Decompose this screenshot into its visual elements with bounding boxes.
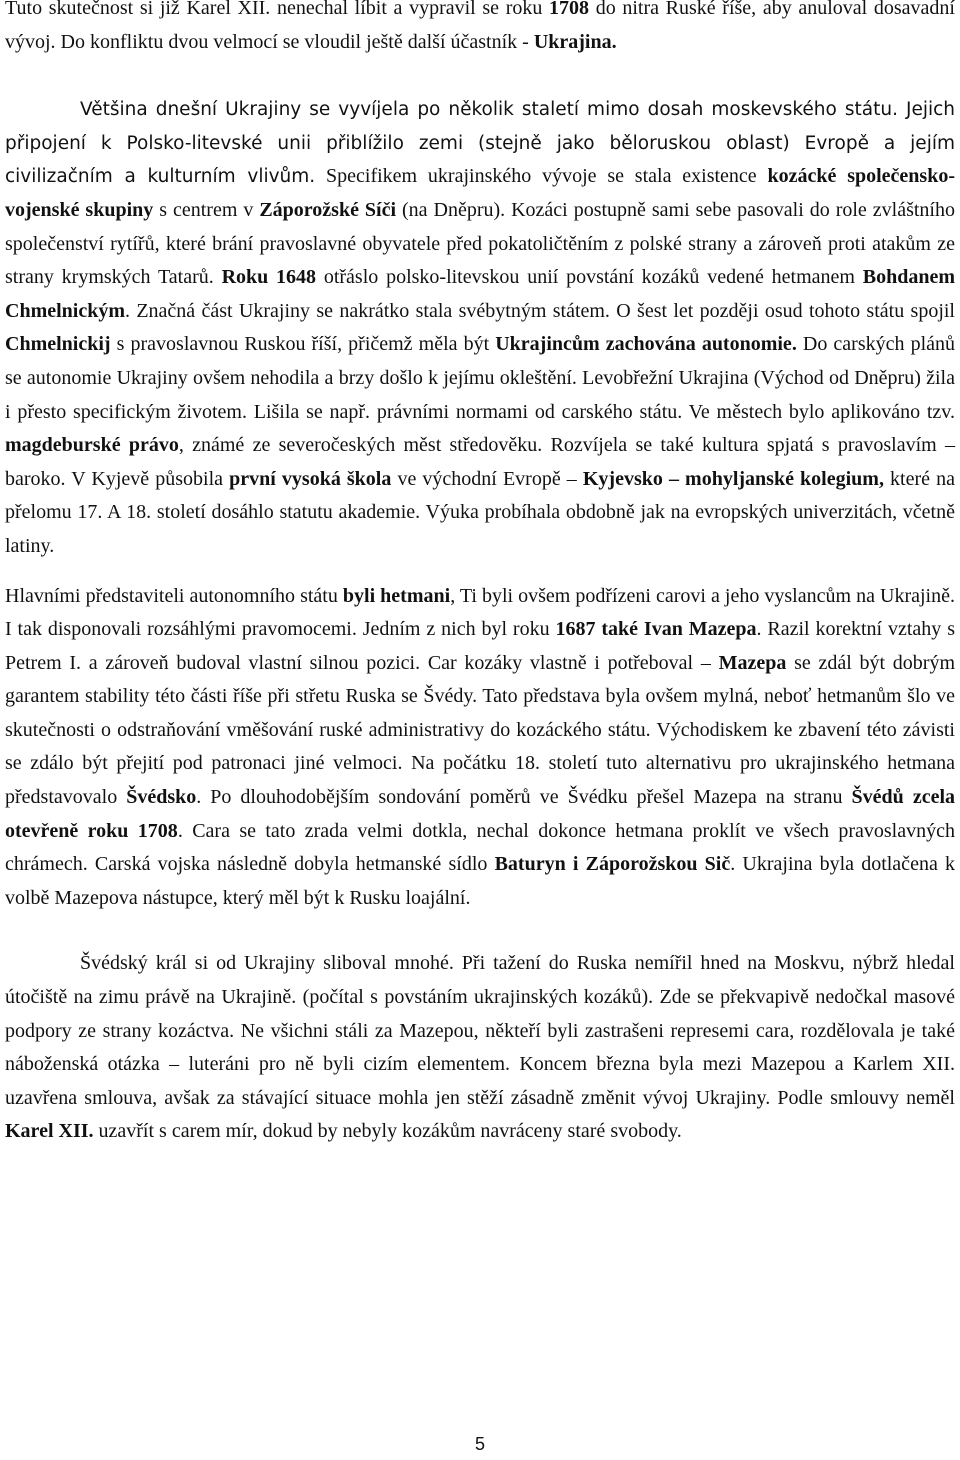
paragraph-intro [5,0,955,59]
bold-text-run: Baturyn i Záporožskou Sič [494,853,731,876]
text-run: . Po dlouhodobějším sondování poměrů ve Švédku přešel Mazepa na stranu [196,786,852,809]
paragraph-swedish-king [5,947,955,1149]
text-run: , známé ze severočeských měst středověku. Rozvíjela se také kultura spjatá s pravoslavím – baroko. V Kyjevě působila [5,434,955,490]
page-number: 5 [474,1434,485,1454]
text-run: otřáslo polsko-litevskou unií povstání kozáků vedené hetmanem [316,266,863,289]
text-run: Tuto skutečnost si již Karel XII. nenechal líbit a vypravil se roku [5,0,550,19]
text-run: Švédský král si od Ukrajiny sliboval mnohé. Při tažení do Ruska nemířil hned na Moskvu, nýbrž hledal útočiště na zimu právě na Ukrajině. (počítal s povstáním ukrajinských kozáků). Zde se překvapivě nedočkal masové podpory ze strany kozáctva. Ne všichni stáli za Mazepou, někteří byli zastrašeni represemi cara, rozdělovala je také náboženská otázka – luteráni pro ně byli cizím elementem. Koncem března byla mezi Mazepou a Karlem XII. uzavřena smlouva, avšak za stávající situace mohla jen stěží zásadně změnit vývoj Ukrajiny. Podle smlouvy neměl [5,952,955,1109]
text-run: Do carských plánů se autonomie Ukrajiny ovšem nehodila a brzy došlo k jejímu okleštění. Levobřežní Ukrajina (Východ od Dněpru) žila i přesto specifickým životem. Lišila se např. právními normami od carského státu. Ve městech bylo aplikováno tzv. [5,333,956,423]
text-run: s pravoslavnou Ruskou říší, přičemž měla být [110,333,496,356]
text-run: . Razil korektní vztahy s Petrem I. a zároveň budoval vlastní silnou pozici. Car kozáky vlastně i potřeboval – [5,618,955,674]
text-run: uzavřít s carem mír, dokud by nebyly kozákům navráceny staré svobody. [93,1120,682,1143]
text-run: Hlavními představiteli autonomního státu [5,584,343,607]
text-run: do nitra Ruské říše, aby anuloval dosavadní vývoj. Do konfliktu dvou velmocí se vloudil ještě další účastník - [5,0,955,53]
bold-text-run: 1708 [549,0,590,19]
text-run: . Cara se tato zrada velmi dotkla, nechal dokonce hetmana proklít ve všech pravoslavných chrámech. Carská vojska následně dobyla hetmanské sídlo [5,819,955,876]
bold-text-run: Roku 1648 [221,266,317,289]
text-run: , Ti byli ovšem podřízeni carovi a jeho vyslancům na Ukrajině. I tak disponovali rozsáhlými pravomocemi. Jedním z nich byl roku [5,584,955,641]
bold-text-run: Švédů zcela otevřeně roku 1708 [5,786,956,842]
text-run: s centrem v [153,198,260,221]
text-run: Většina dnešní Ukrajiny se vyvíjela po několik staletí mimo dosah moskevského státu. Jejich připojení k Polsko-litevské unii přiblížilo zemi (stejně jako běloruskou oblast) Evropě a jejím civilizačním a kulturním vlivům. [5,99,955,188]
text-run: (na Dněpru). Kozáci postupně sami sebe pasovali do role zvláštního společenství rytířů, které brání pravoslavné obyvatele před pokatoličtěním z polské strany a zároveň proti atakům ze strany krymských Tatarů. [5,198,955,289]
text-run: . Ukrajina byla dotlačena k volbě Mazepova nástupce, který měl být k Rusku loajální. [5,853,955,909]
paragraph-hetmans [5,580,955,916]
bold-text-run: Švédsko [126,786,197,809]
bold-text-run: 1687 také Ivan Mazepa [555,618,757,641]
document-page [5,0,955,1149]
bold-text-run: Mazepa [718,651,787,674]
bold-text-run: první vysoká škola [229,467,392,490]
bold-text-run: Karel XII. [5,1120,94,1143]
bold-text-run: Chmelnickij [5,333,111,356]
bold-text-run: Ukrajincům zachována autonomie. [495,333,797,356]
paragraph-ukraine-history [5,93,955,563]
bold-text-run: magdeburské právo [5,434,179,457]
text-run: se zdál být dobrým garantem stability této části říše při střetu Ruska se Švédy. Tato představa byla ovšem mylná, neboť hetmanům šlo ve skutečnosti o odstraňování vměšování ruské administrativy do kozáckého státu. Východiskem ke zbavení této závisti se zdálo být přejití pod patronaci jiné velmoci. Na počátku 18. století tuto alternativu pro ukrajinského hetmana představovalo [5,651,956,809]
text-run: které na přelomu 17. A 18. století dosáhlo statutu akademie. Výuka probíhala obdobně jak na evropských univerzitách, včetně latiny. [5,467,955,557]
bold-text-run: Kyjevsko – mohyljanské kolegium, [582,467,884,490]
bold-text-run: Záporožské Síči [259,198,397,221]
text-run: . Značná část Ukrajiny se nakrátko stala svébytným státem. O šest let později osud tohoto státu spojil [125,299,955,322]
bold-text-run: Ukrajina. [533,30,617,53]
bold-text-run: kozácké společensko-vojenské skupiny [5,165,955,221]
text-run: ve východní Evropě – [391,467,583,490]
text-run: Specifikem ukrajinského vývoje se stala existence [315,165,768,188]
bold-text-run: Bohdanem Chmelnickým [5,266,955,322]
bold-text-run: byli hetmani [342,584,451,607]
